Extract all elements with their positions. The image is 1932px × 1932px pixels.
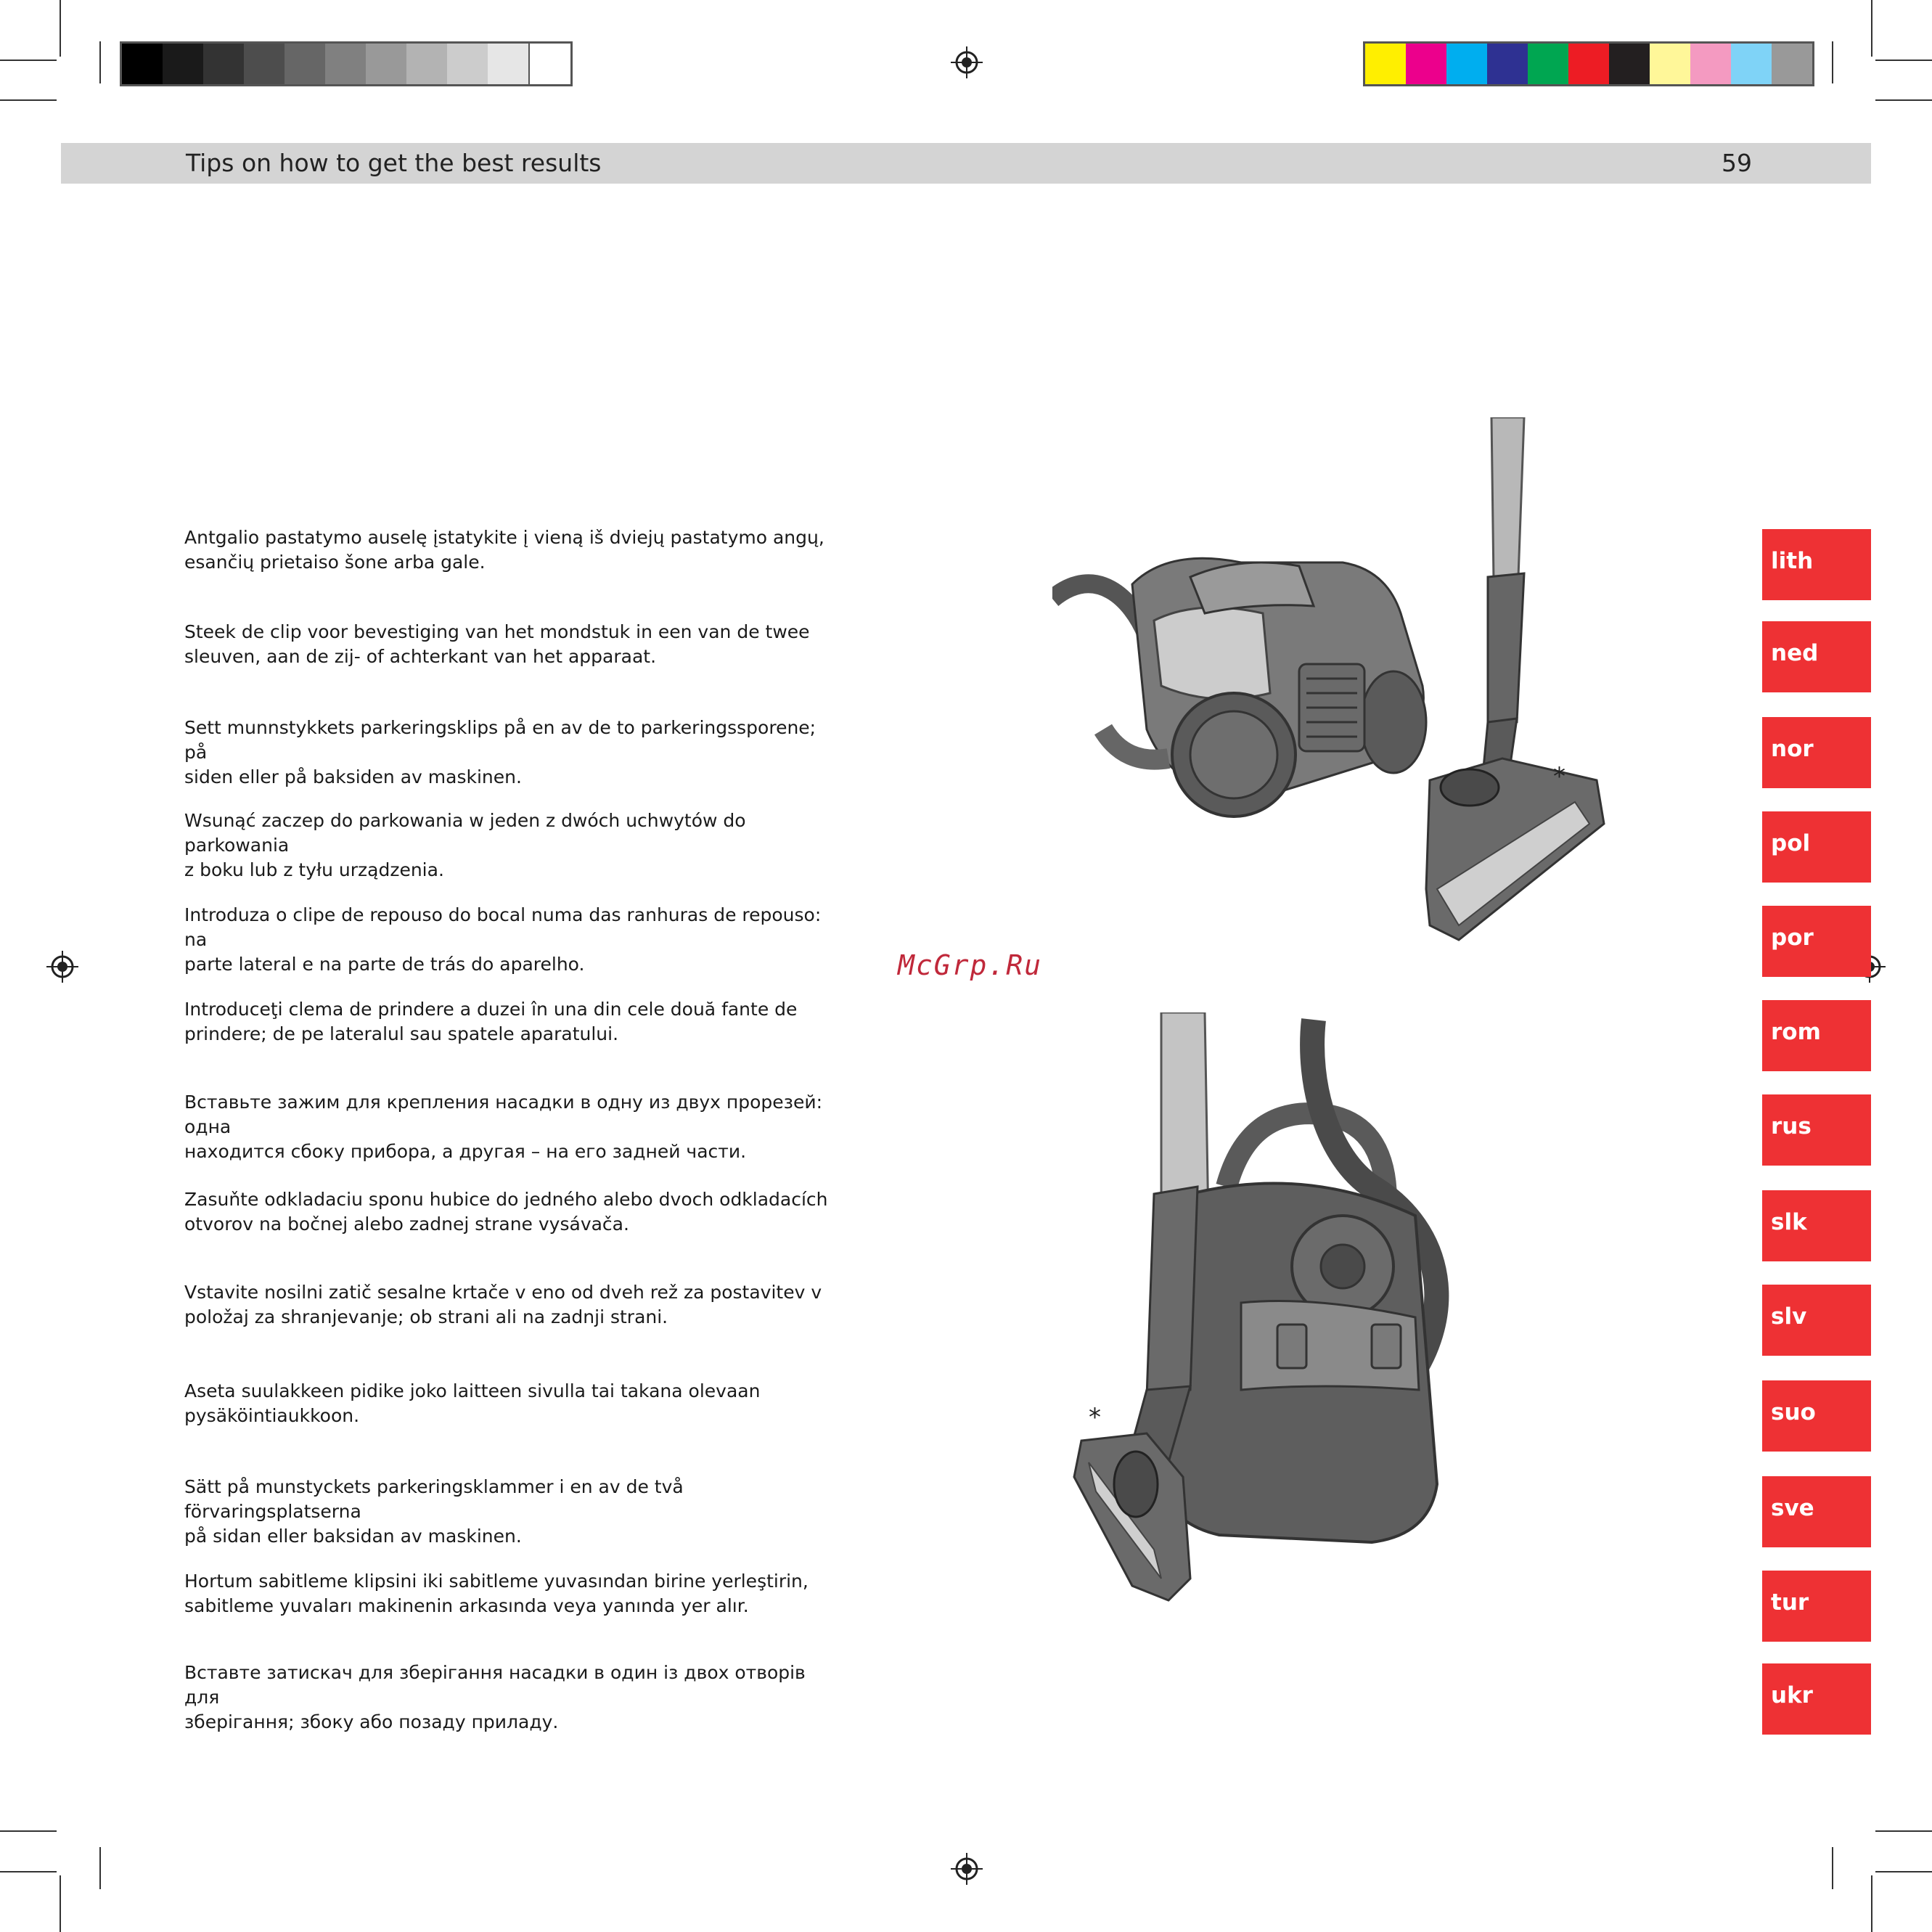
language-tab-tur[interactable]: tur (1762, 1571, 1871, 1642)
grey-scale-swatch (244, 44, 285, 84)
instruction-paragraph-nor: Sett munnstykkets parkeringsklips på en av de to parkeringssporene; på siden eller på baksiden av maskinen. (184, 717, 816, 787)
process-color-swatch (1731, 44, 1772, 84)
grey-scale-swatch (203, 44, 244, 84)
asterisk-annotation: * (1089, 1403, 1101, 1432)
vacuum-side-parking-illustration (1052, 417, 1618, 947)
process-color-swatch (1650, 44, 1690, 84)
crop-mark (1875, 1830, 1932, 1832)
grey-scale-swatch (325, 44, 366, 84)
process-color-swatch (1487, 44, 1528, 84)
language-tab-suo[interactable]: suo (1762, 1380, 1871, 1452)
language-tab-slv[interactable]: slv (1762, 1285, 1871, 1356)
grey-scale-swatch (163, 44, 203, 84)
color-bar-strip (1363, 41, 1814, 86)
instruction-paragraph-ned: Steek de clip voor bevestiging van het mondstuk in een van de twee sleuven, aan de zij- of achterkant van het apparaat. (184, 621, 810, 667)
instruction-paragraph-suo: Aseta suulakkeen pidike joko laitteen sivulla tai takana olevaan pysäköintiaukkoon. (184, 1380, 761, 1426)
process-color-swatch (1406, 44, 1446, 84)
page-title: Tips on how to get the best results (186, 149, 602, 177)
crop-mark (1871, 0, 1872, 57)
registration-mark-icon (951, 46, 983, 78)
crop-mark (1875, 1871, 1932, 1872)
instruction-paragraph-sve: Sätt på munstyckets parkeringsklammer i en av de två förvaringsplatserna på sidan eller baksidan av maskinen. (184, 1476, 684, 1547)
instruction-paragraph-rus: Вставьте зажим для крепления насадки в одну из двух прорезей: одна находится сбоку прибора, а другая – на его задней части. (184, 1092, 823, 1162)
crop-mark (1871, 1875, 1872, 1932)
crop-mark (0, 1871, 57, 1872)
process-color-swatch (1772, 44, 1812, 84)
crop-mark (1875, 60, 1932, 61)
grey-scale-swatch (122, 44, 163, 84)
crop-mark (1875, 99, 1932, 101)
crop-mark (99, 1847, 101, 1889)
crop-mark (1832, 1847, 1833, 1889)
grey-scale-swatch (447, 44, 488, 84)
asterisk-annotation: * (1553, 762, 1565, 791)
grey-scale-swatch (528, 44, 570, 84)
instruction-paragraph-ukr: Вставте затискач для зберігання насадки в один із двох отворів для зберігання; збоку або позаду приладу. (184, 1662, 806, 1732)
language-tab-rus[interactable]: rus (1762, 1094, 1871, 1166)
language-tab-ned[interactable]: ned (1762, 621, 1871, 692)
grey-scale-strip (120, 41, 573, 86)
process-color-swatch (1568, 44, 1609, 84)
process-color-swatch (1690, 44, 1731, 84)
crop-mark (0, 99, 57, 101)
process-color-swatch (1528, 44, 1568, 84)
crop-mark (60, 0, 61, 57)
instruction-paragraph-slk: Zasuňte odkladaciu sponu hubice do jedného alebo dvoch odkladacích otvorov na bočnej alebo zadnej strane vysávača. (184, 1189, 828, 1235)
instruction-paragraph-tur: Hortum sabitleme klipsini iki sabitleme yuvasından birine yerleştirin, sabitleme yuvaları makinenin arkasında veya yanında yer alır. (184, 1571, 809, 1616)
language-tab-ukr[interactable]: ukr (1762, 1663, 1871, 1735)
process-color-swatch (1446, 44, 1487, 84)
instruction-paragraph-pol: Wsunąć zaczep do parkowania w jeden z dwóch uchwytów do parkowania z boku lub z tyłu urządzenia. (184, 810, 746, 880)
language-tab-por[interactable]: por (1762, 906, 1871, 977)
instruction-paragraph-lith: Antgalio pastatymo auselę įstatykite į vieną iš dviejų pastatymo angų, esančių prietaiso šone arba gale. (184, 527, 824, 573)
registration-mark-icon (46, 951, 78, 983)
grey-scale-swatch (366, 44, 406, 84)
instruction-paragraph-por: Introduza o clipe de repouso do bocal numa das ranhuras de repouso: na parte lateral e na parte de trás do aparelho. (184, 904, 822, 975)
language-tab-rom[interactable]: rom (1762, 1000, 1871, 1071)
crop-mark (1832, 41, 1833, 83)
crop-mark (0, 60, 57, 61)
language-tab-pol[interactable]: pol (1762, 811, 1871, 883)
grey-scale-swatch (285, 44, 325, 84)
grey-scale-swatch (406, 44, 447, 84)
crop-mark (60, 1875, 61, 1932)
instruction-paragraph-rom: Introduceţi clema de prindere a duzei în una din cele două fante de prindere; de pe lateralul sau spatele aparatului. (184, 999, 798, 1044)
language-tab-slk[interactable]: slk (1762, 1190, 1871, 1261)
process-color-swatch (1365, 44, 1406, 84)
process-color-swatch (1609, 44, 1650, 84)
instruction-paragraph-slv: Vstavite nosilni zatič sesalne krtače v eno od dveh rež za postavitev v položaj za shranjevanje; ob strani ali na zadnji strani. (184, 1282, 822, 1327)
grey-scale-swatch (488, 44, 528, 84)
watermark: McGrp.Ru (898, 949, 1043, 981)
language-tab-nor[interactable]: nor (1762, 717, 1871, 788)
registration-mark-icon (951, 1853, 983, 1885)
crop-mark (0, 1830, 57, 1832)
crop-mark (99, 41, 101, 83)
language-tab-sve[interactable]: sve (1762, 1476, 1871, 1547)
language-tab-lith[interactable]: lith (1762, 529, 1871, 600)
page-number: 59 (1722, 149, 1752, 177)
vacuum-back-parking-illustration (1067, 1012, 1473, 1637)
